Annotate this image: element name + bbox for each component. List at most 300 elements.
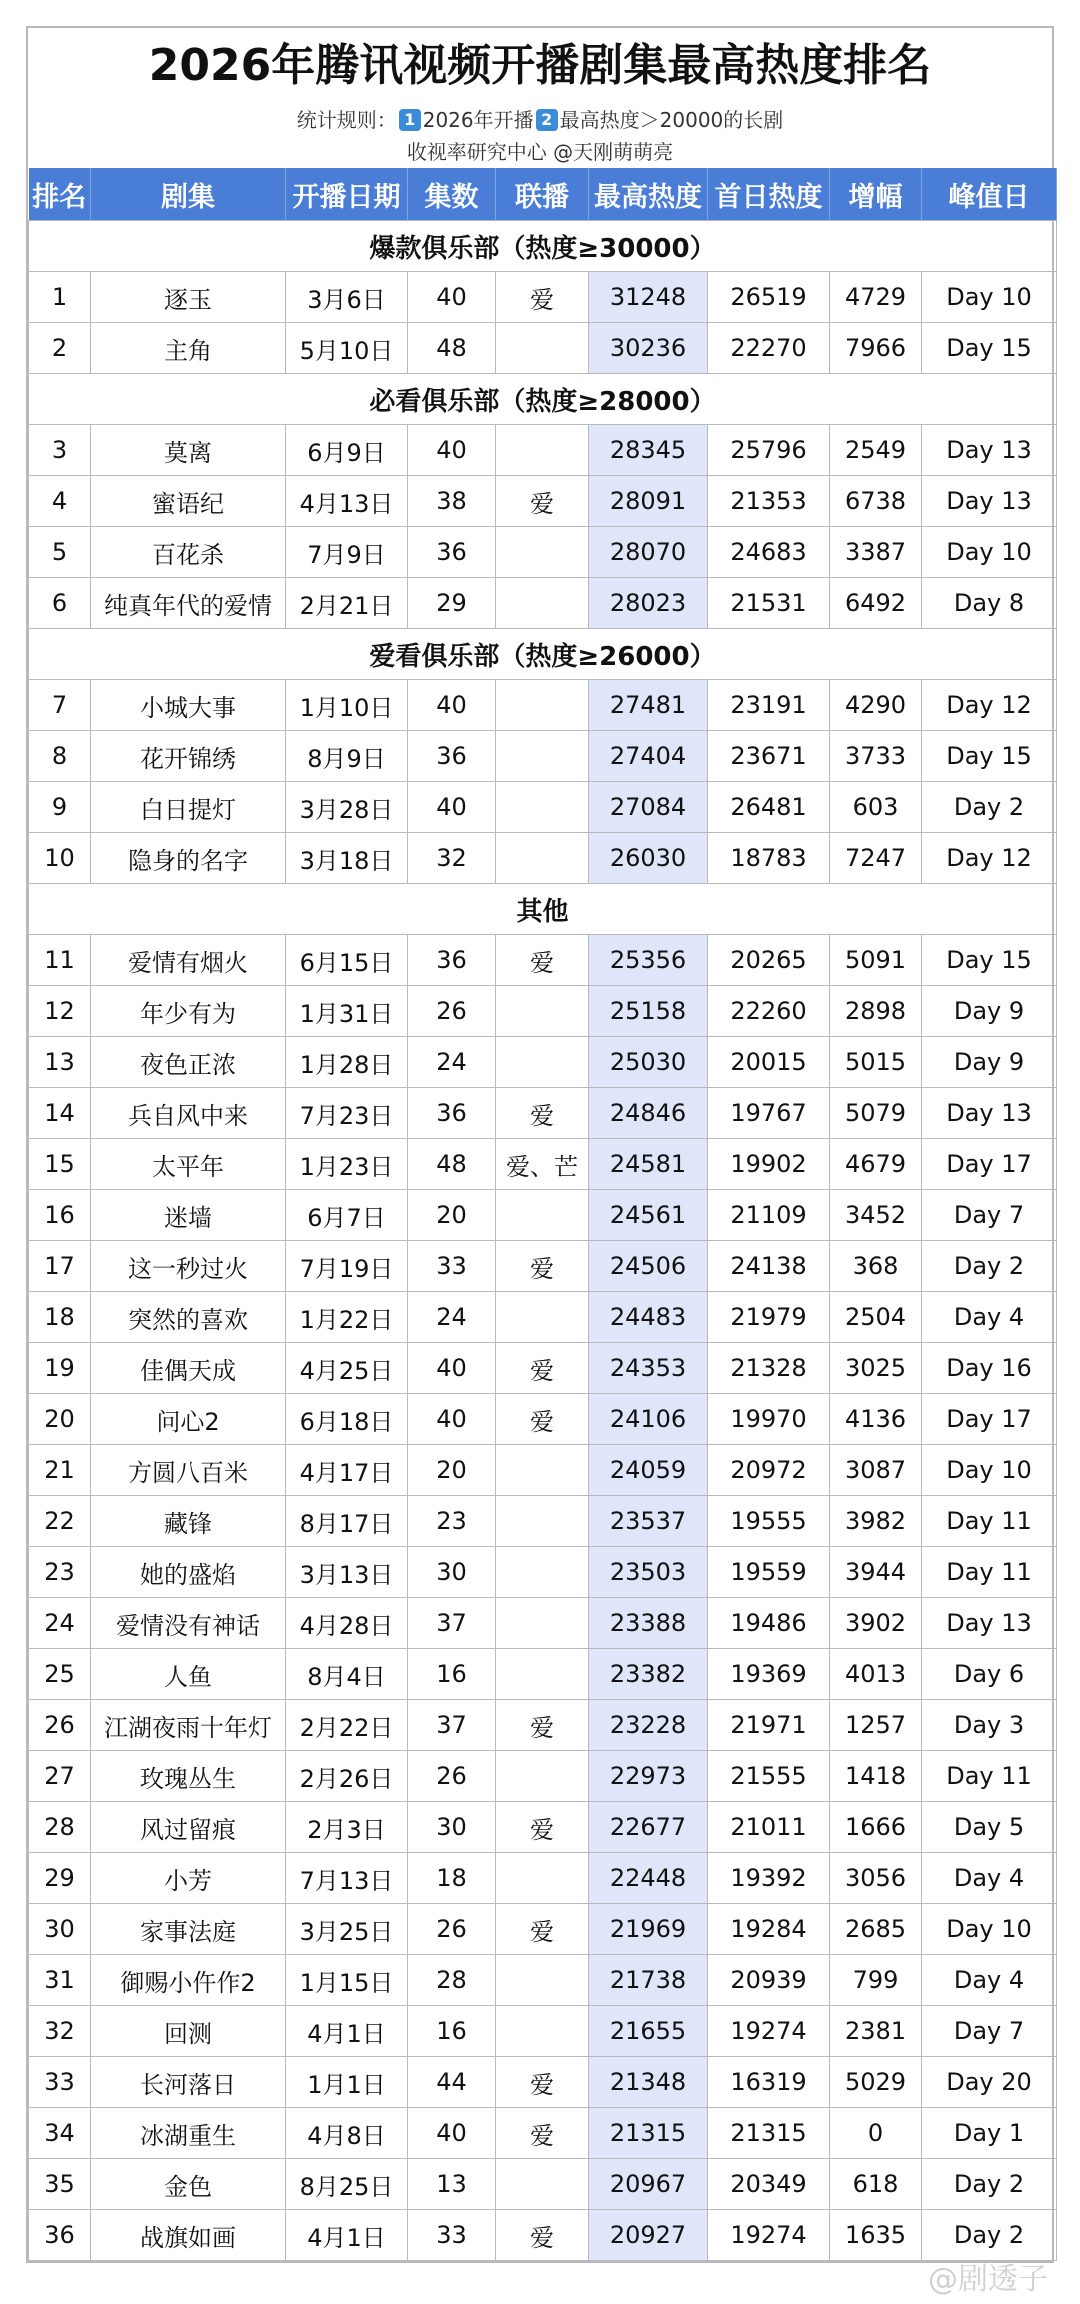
section-header-row (29, 629, 1057, 680)
peak-heat-cell: 24106 (589, 1394, 708, 1445)
number-two-badge: 2 (536, 109, 558, 131)
peak-day-cell: Day 7 (922, 1190, 1057, 1241)
increase-cell: 3452 (830, 1190, 922, 1241)
rank-cell: 31 (29, 1955, 91, 2006)
premiere-date-cell: 6月9日 (286, 425, 408, 476)
increase-cell: 4729 (830, 272, 922, 323)
first-day-heat-cell: 19555 (708, 1496, 830, 1547)
simulcast-cell (496, 1598, 589, 1649)
episodes-cell: 40 (408, 2108, 496, 2159)
rank-cell: 10 (29, 833, 91, 884)
table-row (29, 1700, 1057, 1751)
premiere-date-cell: 4月8日 (286, 2108, 408, 2159)
table-row (29, 1547, 1057, 1598)
first-day-heat-cell: 19392 (708, 1853, 830, 1904)
episodes-cell: 40 (408, 425, 496, 476)
peak-day-cell: Day 2 (922, 2210, 1057, 2261)
drama-name-cell: 太平年 (91, 1139, 286, 1190)
episodes-cell: 37 (408, 1700, 496, 1751)
episodes-cell: 38 (408, 476, 496, 527)
peak-day-cell: Day 11 (922, 1751, 1057, 1802)
header-premiere-date: 开播日期 (286, 168, 408, 221)
rank-cell: 19 (29, 1343, 91, 1394)
table-row (29, 1445, 1057, 1496)
table-row (29, 1088, 1057, 1139)
section-title: 其他 (29, 884, 1057, 935)
section-title: 爆款俱乐部（热度≥30000） (29, 221, 1057, 272)
increase-cell: 2549 (830, 425, 922, 476)
increase-cell: 3025 (830, 1343, 922, 1394)
increase-cell: 3944 (830, 1547, 922, 1598)
rank-cell: 9 (29, 782, 91, 833)
peak-day-cell: Day 15 (922, 731, 1057, 782)
peak-day-cell: Day 17 (922, 1394, 1057, 1445)
peak-heat-cell: 24846 (589, 1088, 708, 1139)
peak-day-cell: Day 8 (922, 578, 1057, 629)
first-day-heat-cell: 19369 (708, 1649, 830, 1700)
drama-name-cell: 纯真年代的爱情 (91, 578, 286, 629)
increase-cell: 2898 (830, 986, 922, 1037)
peak-heat-cell: 23503 (589, 1547, 708, 1598)
first-day-heat-cell: 21971 (708, 1700, 830, 1751)
simulcast-cell (496, 1037, 589, 1088)
table-row (29, 833, 1057, 884)
first-day-heat-cell: 18783 (708, 833, 830, 884)
peak-heat-cell: 23388 (589, 1598, 708, 1649)
episodes-cell: 16 (408, 1649, 496, 1700)
premiere-date-cell: 4月25日 (286, 1343, 408, 1394)
peak-heat-cell: 21655 (589, 2006, 708, 2057)
table-row (29, 986, 1057, 1037)
premiere-date-cell: 4月28日 (286, 1598, 408, 1649)
peak-day-cell: Day 17 (922, 1139, 1057, 1190)
drama-name-cell: 百花杀 (91, 527, 286, 578)
premiere-date-cell: 7月19日 (286, 1241, 408, 1292)
rank-cell: 15 (29, 1139, 91, 1190)
rule-prefix: 统计规则： (296, 108, 397, 132)
premiere-date-cell: 2月3日 (286, 1802, 408, 1853)
drama-name-cell: 兵自风中来 (91, 1088, 286, 1139)
peak-day-cell: Day 9 (922, 1037, 1057, 1088)
header-peak-heat: 最高热度 (589, 168, 708, 221)
premiere-date-cell: 1月10日 (286, 680, 408, 731)
drama-name-cell: 江湖夜雨十年灯 (91, 1700, 286, 1751)
episodes-cell: 37 (408, 1598, 496, 1649)
peak-heat-cell: 23382 (589, 1649, 708, 1700)
episodes-cell: 36 (408, 935, 496, 986)
rank-cell: 6 (29, 578, 91, 629)
ranking-sheet (26, 26, 1054, 2263)
drama-name-cell: 长河落日 (91, 2057, 286, 2108)
first-day-heat-cell: 25796 (708, 425, 830, 476)
peak-heat-cell: 27084 (589, 782, 708, 833)
episodes-cell: 48 (408, 1139, 496, 1190)
rank-cell: 30 (29, 1904, 91, 1955)
peak-heat-cell: 21969 (589, 1904, 708, 1955)
premiere-date-cell: 6月15日 (286, 935, 408, 986)
premiere-date-cell: 3月28日 (286, 782, 408, 833)
rank-cell: 16 (29, 1190, 91, 1241)
drama-name-cell: 爱情没有神话 (91, 1598, 286, 1649)
stat-rule (28, 104, 1052, 136)
simulcast-cell (496, 1190, 589, 1241)
peak-heat-cell: 27404 (589, 731, 708, 782)
peak-heat-cell: 25158 (589, 986, 708, 1037)
premiere-date-cell: 3月18日 (286, 833, 408, 884)
rank-cell: 34 (29, 2108, 91, 2159)
increase-cell: 5015 (830, 1037, 922, 1088)
table-header-row (29, 168, 1057, 221)
rank-cell: 23 (29, 1547, 91, 1598)
section-header-row (29, 374, 1057, 425)
first-day-heat-cell: 19767 (708, 1088, 830, 1139)
simulcast-cell (496, 1292, 589, 1343)
premiere-date-cell: 2月21日 (286, 578, 408, 629)
premiere-date-cell: 8月9日 (286, 731, 408, 782)
first-day-heat-cell: 22260 (708, 986, 830, 1037)
peak-heat-cell: 21738 (589, 1955, 708, 2006)
increase-cell: 3902 (830, 1598, 922, 1649)
header-increase: 增幅 (830, 168, 922, 221)
header-rank: 排名 (29, 168, 91, 221)
peak-day-cell: Day 10 (922, 527, 1057, 578)
episodes-cell: 30 (408, 1547, 496, 1598)
simulcast-cell (496, 1445, 589, 1496)
rank-cell: 4 (29, 476, 91, 527)
simulcast-cell (496, 1649, 589, 1700)
simulcast-cell: 爱 (496, 476, 589, 527)
simulcast-cell: 爱、芒 (496, 1139, 589, 1190)
drama-name-cell: 战旗如画 (91, 2210, 286, 2261)
peak-heat-cell: 27481 (589, 680, 708, 731)
table-row (29, 2210, 1057, 2261)
peak-day-cell: Day 4 (922, 1292, 1057, 1343)
peak-heat-cell: 24561 (589, 1190, 708, 1241)
simulcast-cell (496, 2159, 589, 2210)
peak-day-cell: Day 9 (922, 986, 1057, 1037)
first-day-heat-cell: 26481 (708, 782, 830, 833)
peak-day-cell: Day 13 (922, 1598, 1057, 1649)
episodes-cell: 16 (408, 2006, 496, 2057)
episodes-cell: 18 (408, 1853, 496, 1904)
episodes-cell: 44 (408, 2057, 496, 2108)
table-row (29, 1496, 1057, 1547)
premiere-date-cell: 3月6日 (286, 272, 408, 323)
simulcast-cell (496, 323, 589, 374)
rank-cell: 20 (29, 1394, 91, 1445)
rank-cell: 28 (29, 1802, 91, 1853)
rank-cell: 24 (29, 1598, 91, 1649)
first-day-heat-cell: 24138 (708, 1241, 830, 1292)
peak-heat-cell: 24506 (589, 1241, 708, 1292)
page-title: 2026年腾讯视频开播剧集最高热度排名 (148, 40, 932, 91)
drama-name-cell: 蜜语纪 (91, 476, 286, 527)
peak-day-cell: Day 13 (922, 476, 1057, 527)
episodes-cell: 20 (408, 1190, 496, 1241)
peak-day-cell: Day 5 (922, 1802, 1057, 1853)
first-day-heat-cell: 20939 (708, 1955, 830, 2006)
increase-cell: 5029 (830, 2057, 922, 2108)
premiere-date-cell: 2月22日 (286, 1700, 408, 1751)
first-day-heat-cell: 23671 (708, 731, 830, 782)
peak-heat-cell: 24353 (589, 1343, 708, 1394)
drama-name-cell: 佳偶天成 (91, 1343, 286, 1394)
peak-heat-cell: 22677 (589, 1802, 708, 1853)
peak-heat-cell: 28070 (589, 527, 708, 578)
peak-day-cell: Day 2 (922, 1241, 1057, 1292)
rank-cell: 5 (29, 527, 91, 578)
premiere-date-cell: 6月7日 (286, 1190, 408, 1241)
drama-name-cell: 她的盛焰 (91, 1547, 286, 1598)
episodes-cell: 24 (408, 1292, 496, 1343)
first-day-heat-cell: 24683 (708, 527, 830, 578)
simulcast-cell (496, 1853, 589, 1904)
increase-cell: 2381 (830, 2006, 922, 2057)
simulcast-cell: 爱 (496, 2210, 589, 2261)
episodes-cell: 36 (408, 731, 496, 782)
rank-cell: 35 (29, 2159, 91, 2210)
simulcast-cell (496, 578, 589, 629)
episodes-cell: 32 (408, 833, 496, 884)
episodes-cell: 28 (408, 1955, 496, 2006)
table-row (29, 2006, 1057, 2057)
first-day-heat-cell: 21011 (708, 1802, 830, 1853)
table-row (29, 1598, 1057, 1649)
header-peak-day: 峰值日 (922, 168, 1057, 221)
simulcast-cell: 爱 (496, 2057, 589, 2108)
first-day-heat-cell: 21328 (708, 1343, 830, 1394)
premiere-date-cell: 8月17日 (286, 1496, 408, 1547)
rank-cell: 7 (29, 680, 91, 731)
table-row (29, 680, 1057, 731)
increase-cell: 3087 (830, 1445, 922, 1496)
peak-heat-cell: 21348 (589, 2057, 708, 2108)
episodes-cell: 40 (408, 1394, 496, 1445)
peak-day-cell: Day 20 (922, 2057, 1057, 2108)
episodes-cell: 29 (408, 578, 496, 629)
increase-cell: 7247 (830, 833, 922, 884)
peak-day-cell: Day 11 (922, 1547, 1057, 1598)
first-day-heat-cell: 20015 (708, 1037, 830, 1088)
increase-cell: 3733 (830, 731, 922, 782)
rank-cell: 33 (29, 2057, 91, 2108)
drama-name-cell: 夜色正浓 (91, 1037, 286, 1088)
simulcast-cell (496, 833, 589, 884)
table-row (29, 782, 1057, 833)
table-row (29, 1241, 1057, 1292)
increase-cell: 1635 (830, 2210, 922, 2261)
peak-day-cell: Day 15 (922, 935, 1057, 986)
table-row (29, 2159, 1057, 2210)
premiere-date-cell: 1月23日 (286, 1139, 408, 1190)
rank-cell: 12 (29, 986, 91, 1037)
drama-name-cell: 迷墙 (91, 1190, 286, 1241)
simulcast-cell (496, 527, 589, 578)
table-row (29, 1904, 1057, 1955)
first-day-heat-cell: 21353 (708, 476, 830, 527)
table-row (29, 425, 1057, 476)
peak-heat-cell: 20927 (589, 2210, 708, 2261)
peak-day-cell: Day 12 (922, 833, 1057, 884)
first-day-heat-cell: 19902 (708, 1139, 830, 1190)
episodes-cell: 26 (408, 986, 496, 1037)
drama-name-cell: 方圆八百米 (91, 1445, 286, 1496)
peak-heat-cell: 22973 (589, 1751, 708, 1802)
peak-day-cell: Day 2 (922, 2159, 1057, 2210)
first-day-heat-cell: 19970 (708, 1394, 830, 1445)
weibo-watermark: @剧透子 (928, 2262, 1048, 2297)
increase-cell: 4679 (830, 1139, 922, 1190)
peak-day-cell: Day 11 (922, 1496, 1057, 1547)
rank-cell: 17 (29, 1241, 91, 1292)
episodes-cell: 40 (408, 782, 496, 833)
drama-name-cell: 逐玉 (91, 272, 286, 323)
drama-name-cell: 突然的喜欢 (91, 1292, 286, 1343)
simulcast-cell (496, 425, 589, 476)
premiere-date-cell: 5月10日 (286, 323, 408, 374)
peak-day-cell: Day 13 (922, 425, 1057, 476)
rule-text-2: 最高热度＞20000的长剧 (559, 108, 784, 132)
drama-name-cell: 回测 (91, 2006, 286, 2057)
table-row (29, 578, 1057, 629)
simulcast-cell: 爱 (496, 1700, 589, 1751)
peak-heat-cell: 23228 (589, 1700, 708, 1751)
peak-heat-cell: 25356 (589, 935, 708, 986)
peak-day-cell: Day 6 (922, 1649, 1057, 1700)
rank-cell: 25 (29, 1649, 91, 1700)
peak-heat-cell: 25030 (589, 1037, 708, 1088)
table-row (29, 2108, 1057, 2159)
first-day-heat-cell: 20265 (708, 935, 830, 986)
premiere-date-cell: 7月23日 (286, 1088, 408, 1139)
first-day-heat-cell: 21315 (708, 2108, 830, 2159)
rank-cell: 13 (29, 1037, 91, 1088)
increase-cell: 4290 (830, 680, 922, 731)
simulcast-cell (496, 680, 589, 731)
table-row (29, 1751, 1057, 1802)
rank-cell: 32 (29, 2006, 91, 2057)
simulcast-cell: 爱 (496, 2108, 589, 2159)
drama-name-cell: 小城大事 (91, 680, 286, 731)
increase-cell: 1666 (830, 1802, 922, 1853)
premiere-date-cell: 4月17日 (286, 1445, 408, 1496)
table-row (29, 1802, 1057, 1853)
rank-cell: 27 (29, 1751, 91, 1802)
rank-cell: 22 (29, 1496, 91, 1547)
peak-day-cell: Day 10 (922, 1904, 1057, 1955)
first-day-heat-cell: 19274 (708, 2210, 830, 2261)
episodes-cell: 30 (408, 1802, 496, 1853)
first-day-heat-cell: 21531 (708, 578, 830, 629)
premiere-date-cell: 1月31日 (286, 986, 408, 1037)
first-day-heat-cell: 19559 (708, 1547, 830, 1598)
simulcast-cell: 爱 (496, 1088, 589, 1139)
increase-cell: 5079 (830, 1088, 922, 1139)
episodes-cell: 24 (408, 1037, 496, 1088)
drama-name-cell: 这一秒过火 (91, 1241, 286, 1292)
first-day-heat-cell: 16319 (708, 2057, 830, 2108)
rank-cell: 18 (29, 1292, 91, 1343)
header-first-day-heat: 首日热度 (708, 168, 830, 221)
episodes-cell: 33 (408, 1241, 496, 1292)
first-day-heat-cell: 23191 (708, 680, 830, 731)
increase-cell: 1418 (830, 1751, 922, 1802)
peak-heat-cell: 31248 (589, 272, 708, 323)
episodes-cell: 40 (408, 1343, 496, 1394)
episodes-cell: 36 (408, 527, 496, 578)
first-day-heat-cell: 21555 (708, 1751, 830, 1802)
drama-name-cell: 御赐小仵作2 (91, 1955, 286, 2006)
increase-cell: 603 (830, 782, 922, 833)
increase-cell: 6492 (830, 578, 922, 629)
table-row (29, 1037, 1057, 1088)
peak-day-cell: Day 13 (922, 1088, 1057, 1139)
peak-day-cell: Day 16 (922, 1343, 1057, 1394)
table-row (29, 731, 1057, 782)
premiere-date-cell: 1月1日 (286, 2057, 408, 2108)
drama-name-cell: 白日提灯 (91, 782, 286, 833)
episodes-cell: 40 (408, 680, 496, 731)
data-source: 收视率研究中心 @天刚萌萌亮 (406, 140, 674, 164)
peak-day-cell: Day 7 (922, 2006, 1057, 2057)
ranking-table (28, 168, 1057, 2261)
simulcast-cell (496, 1496, 589, 1547)
table-row (29, 323, 1057, 374)
episodes-cell: 20 (408, 1445, 496, 1496)
premiere-date-cell: 3月13日 (286, 1547, 408, 1598)
rank-cell: 3 (29, 425, 91, 476)
peak-day-cell: Day 15 (922, 323, 1057, 374)
increase-cell: 3056 (830, 1853, 922, 1904)
simulcast-cell (496, 1955, 589, 2006)
increase-cell: 7966 (830, 323, 922, 374)
first-day-heat-cell: 20349 (708, 2159, 830, 2210)
increase-cell: 2504 (830, 1292, 922, 1343)
drama-name-cell: 人鱼 (91, 1649, 286, 1700)
simulcast-cell: 爱 (496, 272, 589, 323)
first-day-heat-cell: 22270 (708, 323, 830, 374)
simulcast-cell (496, 731, 589, 782)
table-row (29, 1394, 1057, 1445)
peak-heat-cell: 28023 (589, 578, 708, 629)
peak-day-cell: Day 10 (922, 272, 1057, 323)
simulcast-cell (496, 1751, 589, 1802)
section-header-row (29, 221, 1057, 272)
first-day-heat-cell: 21979 (708, 1292, 830, 1343)
peak-day-cell: Day 4 (922, 1853, 1057, 1904)
simulcast-cell: 爱 (496, 1904, 589, 1955)
peak-heat-cell: 30236 (589, 323, 708, 374)
premiere-date-cell: 4月13日 (286, 476, 408, 527)
premiere-date-cell: 3月25日 (286, 1904, 408, 1955)
peak-heat-cell: 21315 (589, 2108, 708, 2159)
episodes-cell: 26 (408, 1751, 496, 1802)
drama-name-cell: 风过留痕 (91, 1802, 286, 1853)
drama-name-cell: 金色 (91, 2159, 286, 2210)
episodes-cell: 23 (408, 1496, 496, 1547)
simulcast-cell (496, 2006, 589, 2057)
peak-heat-cell: 24581 (589, 1139, 708, 1190)
simulcast-cell: 爱 (496, 1241, 589, 1292)
peak-day-cell: Day 1 (922, 2108, 1057, 2159)
episodes-cell: 26 (408, 1904, 496, 1955)
simulcast-cell: 爱 (496, 935, 589, 986)
first-day-heat-cell: 21109 (708, 1190, 830, 1241)
table-row (29, 935, 1057, 986)
first-day-heat-cell: 19274 (708, 2006, 830, 2057)
drama-name-cell: 藏锋 (91, 1496, 286, 1547)
increase-cell: 5091 (830, 935, 922, 986)
